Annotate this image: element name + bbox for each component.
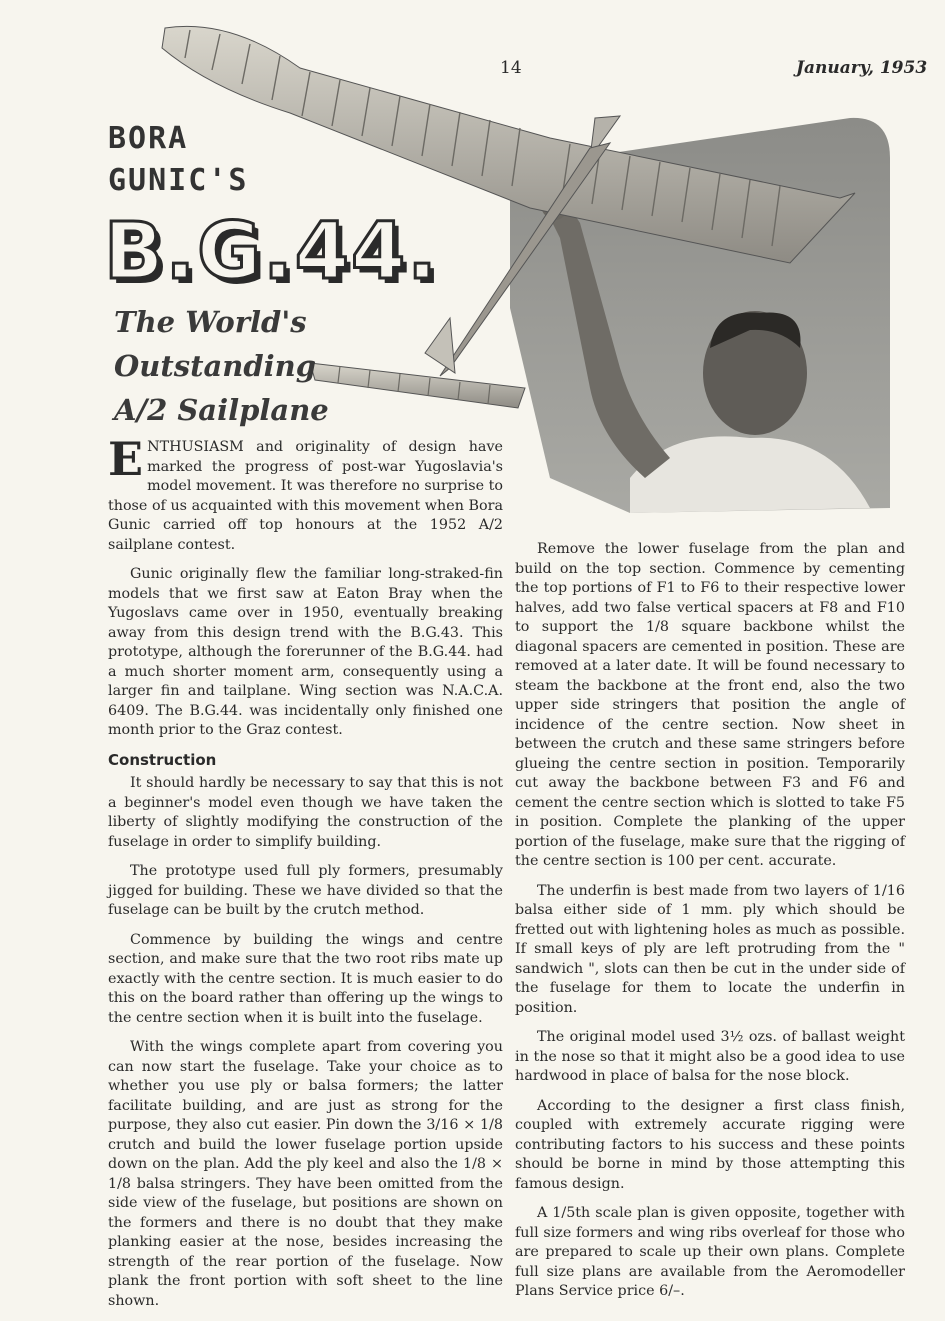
subtitle-line-3: A/2 Sailplane [114, 393, 329, 427]
paragraph: Remove the lower fuselage from the plan and build on the top section. Commence by cementing the top portions of F1 to F6 to their respective lower halves, add two false vertical spacers at F8 and F10 to support the 1/8 square backbone whilst the diagonal spacers are cemented in position. These are removed at a later date. It will be found necessary to steam the backbone at the front end, also the two upper side stringers that position the angle of incidence of the centre section. Now sheet in between the crutch and these same stringers before glueing the centre section in position. Temporarily cut away the backbone between F3 and F6 and cement the centre section which is slotted to take F5 in position. Complete the planking of the upper portion of the fuselage, make sure that the rigging of the centre section is 100 per cent. accurate. [515, 541, 905, 869]
article-column-left [108, 432, 503, 1321]
page-number: 14 [500, 58, 522, 78]
article-column-right [515, 540, 905, 1312]
article-byline [108, 118, 248, 202]
intro-text: NTHUSIASM and originality of design have marked the progress of post-war Yugoslavia's model movement. It was therefore no surprise to those of us acquainted with this movement when Bora Gunic carried off top honours at the 1952 A/2 sailplane contest. [108, 439, 503, 553]
paragraph: A 1/5th scale plan is given opposite, together with full size formers and wing ribs overleaf for those who are prepared to scale up their own plans. Complete full size plans are available from the Aeromodeller Plans Service price 6/–. [515, 1205, 905, 1299]
paragraph: With the wings complete apart from covering you can now start the fuselage. Take your choice as to whether you use ply or balsa formers; the latter facilitate building, and are just as strong for the purpose, they also cut easier. Pin down the 3/16 × 1/8 crutch and build the lower fuselage portion upside down on the plan. Add the ply keel and also the 1/8 × 1/8 balsa stringers. They have been omitted from the side view of the fuselage, but positions are shown on the formers and there is no doubt that they make planking easier at the nose, besides increasing the strength of the rear portion of the fuselage. Now plank the front portion with soft sheet to the line shown. [108, 1039, 503, 1309]
subtitle-line-2: Outstanding [114, 349, 316, 383]
byline-line-2: GUNIC'S [108, 163, 249, 198]
article-title: B.G.44. [104, 207, 439, 297]
paragraph: Commence by building the wings and centre section, and make sure that the two root ribs mate up exactly with the centre section. It is much easier to do this on the board rather than offering up the wings to the centre section when it is built into the fuselage. [108, 931, 503, 1026]
drop-cap: E [108, 432, 144, 486]
paragraph: Gunic originally flew the familiar long-straked-fin models that we first saw at Eaton Bray when the Yugoslavs came over in 1950, eventually breaking away from this design trend with the B.G.43. This prototype, although the forerunner of the B.G.44. had a much shorter moment arm, consequently using a larger fin and tailplane. Wing section was N.A.C.A. 6409. The B.G.44. was incidentally only finished one month prior to the Graz contest. [108, 566, 503, 738]
paragraph: It should hardly be necessary to say that this is not a beginner's model even though we have taken the liberty of slightly modifying the construction of the fuselage in order to simplify building. [108, 775, 503, 850]
paragraph: The prototype used full ply formers, presumably jigged for building. These we have divided so that the fuselage can be built by the crutch method. [108, 863, 503, 918]
intro-paragraph [108, 432, 503, 555]
article-subtitle [114, 300, 329, 432]
byline-line-1: BORA [108, 121, 189, 156]
section-heading: Construction [108, 750, 217, 769]
subtitle-line-1: The World's [114, 305, 307, 339]
issue-date: January, 1953 [796, 58, 928, 78]
paragraph: According to the designer a first class finish, coupled with extremely accurate rigging were contributing factors to his success and these points should be borne in mind by those attempting this famous design. [515, 1097, 905, 1192]
paragraph: The original model used 3½ ozs. of ballast weight in the nose so that it might also be a good idea to use hardwood in place of balsa for the nose block. [515, 1029, 905, 1084]
paragraph: The underfin is best made from two layers of 1/16 balsa either side of 1 mm. ply which should be fretted out with lightening holes as much as possible. If small keys of ply are left protruding from the " sandwich ", slots can then be cut in the under side of the fuselage for them to locate the underfin in position. [515, 882, 905, 1016]
